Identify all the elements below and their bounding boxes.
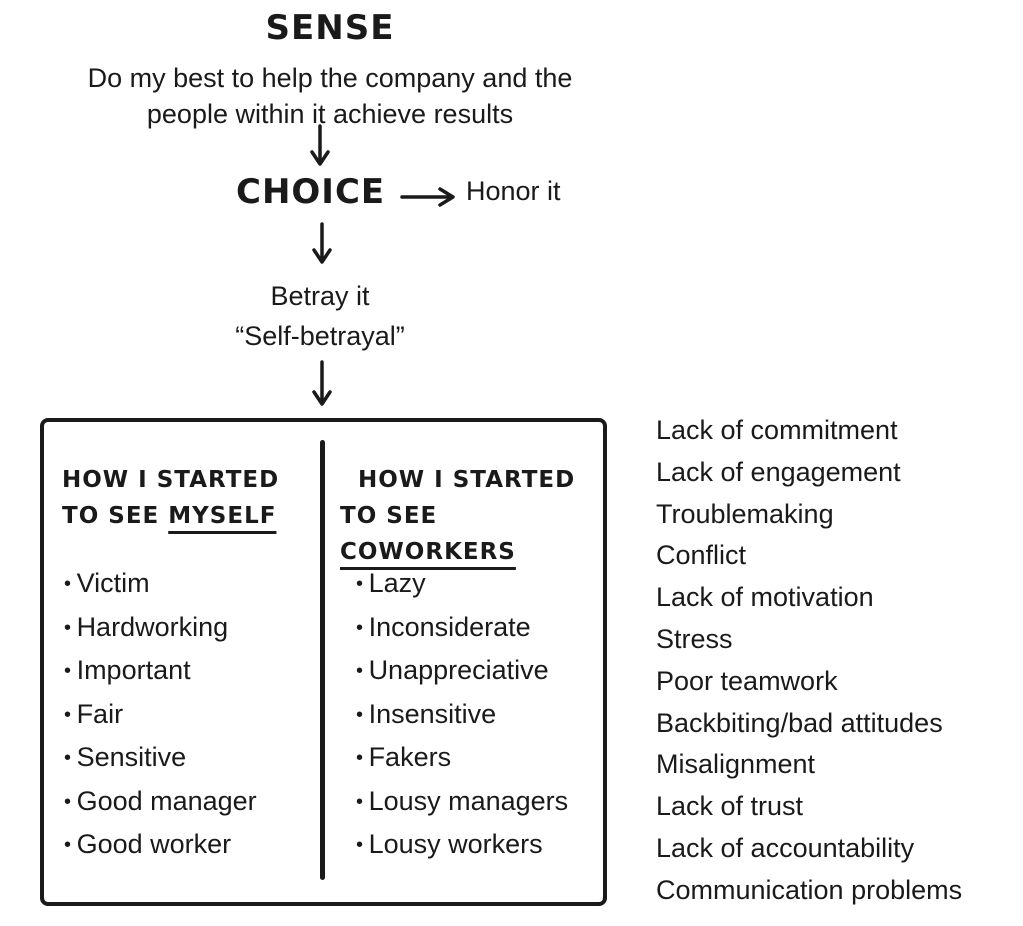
self-betrayal-label: “Self-betrayal” xyxy=(235,321,405,351)
outcome-item: Lack of motivation xyxy=(656,582,874,613)
coworkers-heading-line2 xyxy=(340,498,602,570)
arrow-down-icon xyxy=(310,220,334,266)
arrow-down-icon xyxy=(308,122,332,168)
coworkers-list xyxy=(356,562,568,867)
betray-it-label: Betray it xyxy=(270,281,370,311)
outcome-item: Lack of accountability xyxy=(656,832,915,863)
list-item: • Fakers xyxy=(356,736,568,780)
list-item: • Inconsiderate xyxy=(356,606,568,650)
outcome-item: Poor teamwork xyxy=(656,665,838,696)
myself-list xyxy=(64,562,257,867)
coworkers-heading-line1: HOW I STARTED xyxy=(358,467,576,493)
outcome-item: Conflict xyxy=(656,540,747,571)
honor-it-label: Honor it xyxy=(466,176,561,206)
outcome-item: Stress xyxy=(656,623,733,654)
outcomes-list xyxy=(656,410,962,912)
outcome-item: Lack of trust xyxy=(656,791,804,822)
myself-heading-line2 xyxy=(62,498,279,534)
sense-description-line2: people within it achieve results xyxy=(146,99,514,129)
outcome-item: Backbiting/bad attitudes xyxy=(656,707,943,738)
list-item: • Sensitive xyxy=(64,736,257,780)
list-item: • Important xyxy=(64,649,257,693)
outcome-item: Lack of commitment xyxy=(656,415,898,445)
column-divider xyxy=(320,440,325,880)
outcome-item: Troublemaking xyxy=(656,498,834,529)
list-item: • Unappreciative xyxy=(356,649,568,693)
betray-block xyxy=(190,276,450,356)
list-item: • Fair xyxy=(64,693,257,737)
sense-heading: SENSE xyxy=(265,8,395,48)
myself-heading xyxy=(62,462,279,534)
list-item: • Lousy managers xyxy=(356,780,568,824)
coworkers-heading-emphasis: COWORKERS xyxy=(340,539,516,565)
list-item: • Victim xyxy=(64,562,257,606)
outcome-item: Lack of engagement xyxy=(656,456,901,487)
list-item: • Hardworking xyxy=(64,606,257,650)
list-item: • Lazy xyxy=(356,562,568,606)
myself-heading-emphasis: MYSELF xyxy=(168,503,277,529)
myself-heading-line1: HOW I STARTED xyxy=(62,467,280,493)
list-item: • Good worker xyxy=(64,823,257,867)
arrow-down-icon xyxy=(310,358,334,408)
coworkers-heading xyxy=(340,462,602,570)
list-item: • Insensitive xyxy=(356,693,568,737)
list-item: • Lousy workers xyxy=(356,823,568,867)
arrow-right-icon xyxy=(398,184,458,210)
outcome-item: Communication problems xyxy=(656,874,963,905)
myself-heading-prefix: TO SEE xyxy=(62,503,169,529)
outcome-item: Misalignment xyxy=(656,749,816,780)
sense-description-line1: Do my best to help the company and the xyxy=(87,63,573,93)
list-item: • Good manager xyxy=(64,780,257,824)
choice-heading: CHOICE xyxy=(236,172,386,212)
coworkers-heading-prefix: TO SEE xyxy=(340,503,438,529)
